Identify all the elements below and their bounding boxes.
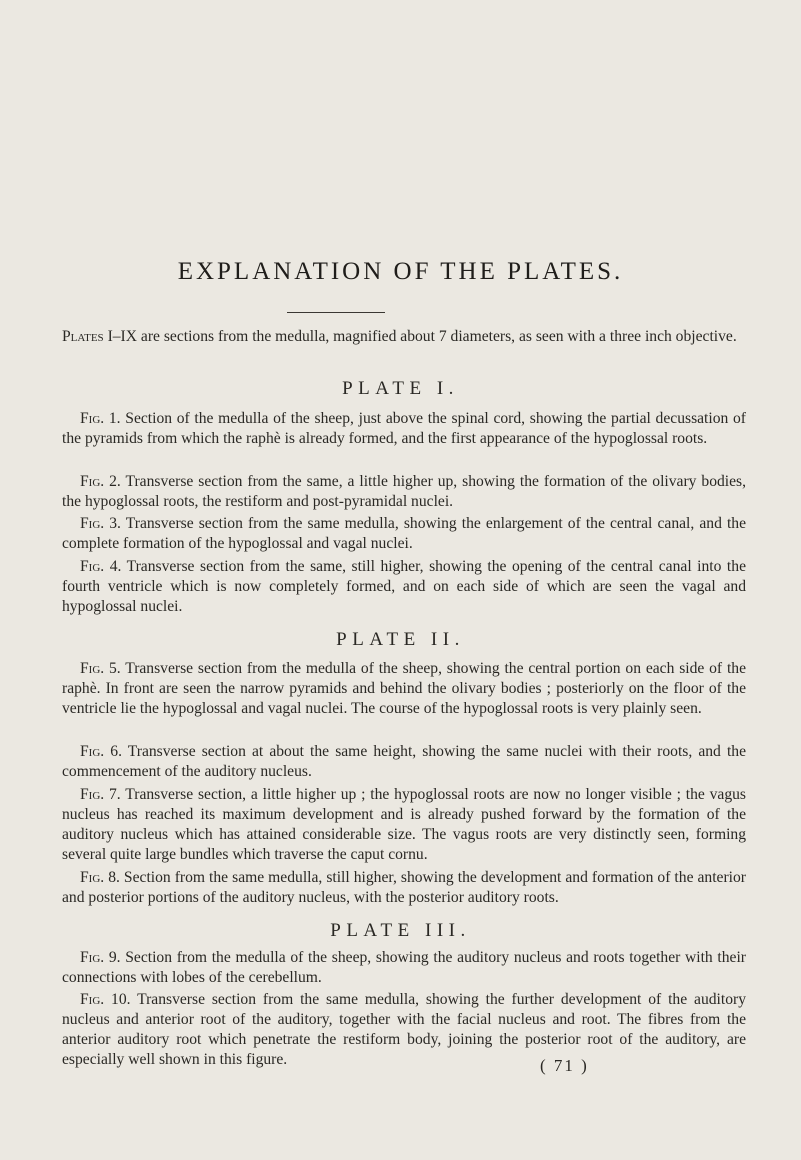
figure-text: Section from the same medulla, still higher, showing the development and formation of the anterior and posterior portions of the auditory nucleus, with the posterior auditory roots. bbox=[62, 869, 746, 906]
figure-7-paragraph bbox=[62, 785, 746, 865]
intro-paragraph bbox=[62, 327, 746, 347]
figure-label: Fig. 9. bbox=[80, 949, 121, 966]
title-rule bbox=[287, 312, 385, 313]
figure-text: Transverse section, a little higher up ; the hypoglossal roots are now no longer visible ; the vagus nucleus has reached its maximum development and is already pushed forward by the formation of the auditory nucleus which has attained considerable size. The vagus roots are very distinctly seen, forming several quite large bundles which traverse the caput cornu. bbox=[62, 786, 746, 863]
figure-label: Fig. 3. bbox=[80, 515, 121, 532]
figure-label: Fig. 7. bbox=[80, 786, 121, 803]
plate-1-heading: PLATE I. bbox=[342, 378, 459, 399]
figure-text: Transverse section from the same medulla, showing the further development of the auditory nucleus and anterior root of the auditory, together with the facial nucleus and root. The fibres from the anterior auditory root which penetrate the restiform body, joining the posterior root of the auditory, are especially well shown in this figure. bbox=[62, 991, 746, 1068]
page-number: ( 71 ) bbox=[540, 1056, 589, 1075]
plate-2-heading: PLATE II. bbox=[336, 629, 465, 650]
intro-text: are sections from the medulla, magnified about 7 diameters, as seen with a three inch objective. bbox=[137, 328, 737, 345]
figure-label: Fig. 10. bbox=[80, 991, 131, 1008]
figure-text: Transverse section from the same medulla, showing the enlargement of the central canal, and the complete formation of the hypoglossal and vagal nuclei. bbox=[62, 515, 747, 552]
figure-8-paragraph bbox=[62, 868, 746, 908]
figure-4-paragraph bbox=[62, 557, 746, 617]
figure-10-paragraph bbox=[62, 990, 746, 1070]
figure-label: Fig. 6. bbox=[80, 743, 122, 760]
figure-label: Fig. 8. bbox=[80, 869, 120, 886]
figure-5-paragraph bbox=[62, 659, 746, 719]
plate-3-heading: PLATE III. bbox=[330, 920, 471, 941]
figure-label: Fig. 5. bbox=[80, 660, 121, 677]
figure-text: Section from the medulla of the sheep, showing the auditory nucleus and roots together with their connections with lobes of the cerebellum. bbox=[62, 949, 746, 986]
figure-text: Transverse section from the medulla of the sheep, showing the central portion on each side of the raphè. In front are seen the narrow pyramids and behind the olivary bodies ; posteriorly on the floor of the ventricle lie the hypoglossal and vagal nuclei. The course of the hypoglossal roots is very plainly seen. bbox=[62, 660, 746, 717]
figure-text: Transverse section from the same, still higher, showing the opening of the central canal into the fourth ventricle which is now completely formed, and on each side of which are seen the vagal and hypoglossal nuclei. bbox=[62, 558, 746, 615]
figure-text: Transverse section from the same, a little higher up, showing the formation of the olivary bodies, the hypoglossal roots, the restiform and post-pyramidal nuclei. bbox=[62, 473, 747, 510]
figure-text: Transverse section at about the same height, showing the same nuclei with their roots, and the commencement of the auditory nucleus. bbox=[62, 743, 746, 780]
intro-lead: Plates I–IX bbox=[62, 328, 138, 345]
figure-label: Fig. 2. bbox=[80, 473, 121, 490]
figure-text: Section of the medulla of the sheep, just above the spinal cord, showing the partial decussation of the pyramids from which the raphè is already formed, and the first appearance of the hypoglossal roots. bbox=[62, 410, 746, 447]
figure-3-paragraph bbox=[62, 514, 746, 554]
figure-1-paragraph bbox=[62, 409, 746, 449]
figure-2-paragraph bbox=[62, 472, 746, 512]
figure-label: Fig. 4. bbox=[80, 558, 122, 575]
figure-9-paragraph bbox=[62, 948, 746, 988]
figure-label: Fig. 1. bbox=[80, 410, 121, 427]
page-title: EXPLANATION OF THE PLATES. bbox=[177, 258, 624, 285]
figure-6-paragraph bbox=[62, 742, 746, 782]
